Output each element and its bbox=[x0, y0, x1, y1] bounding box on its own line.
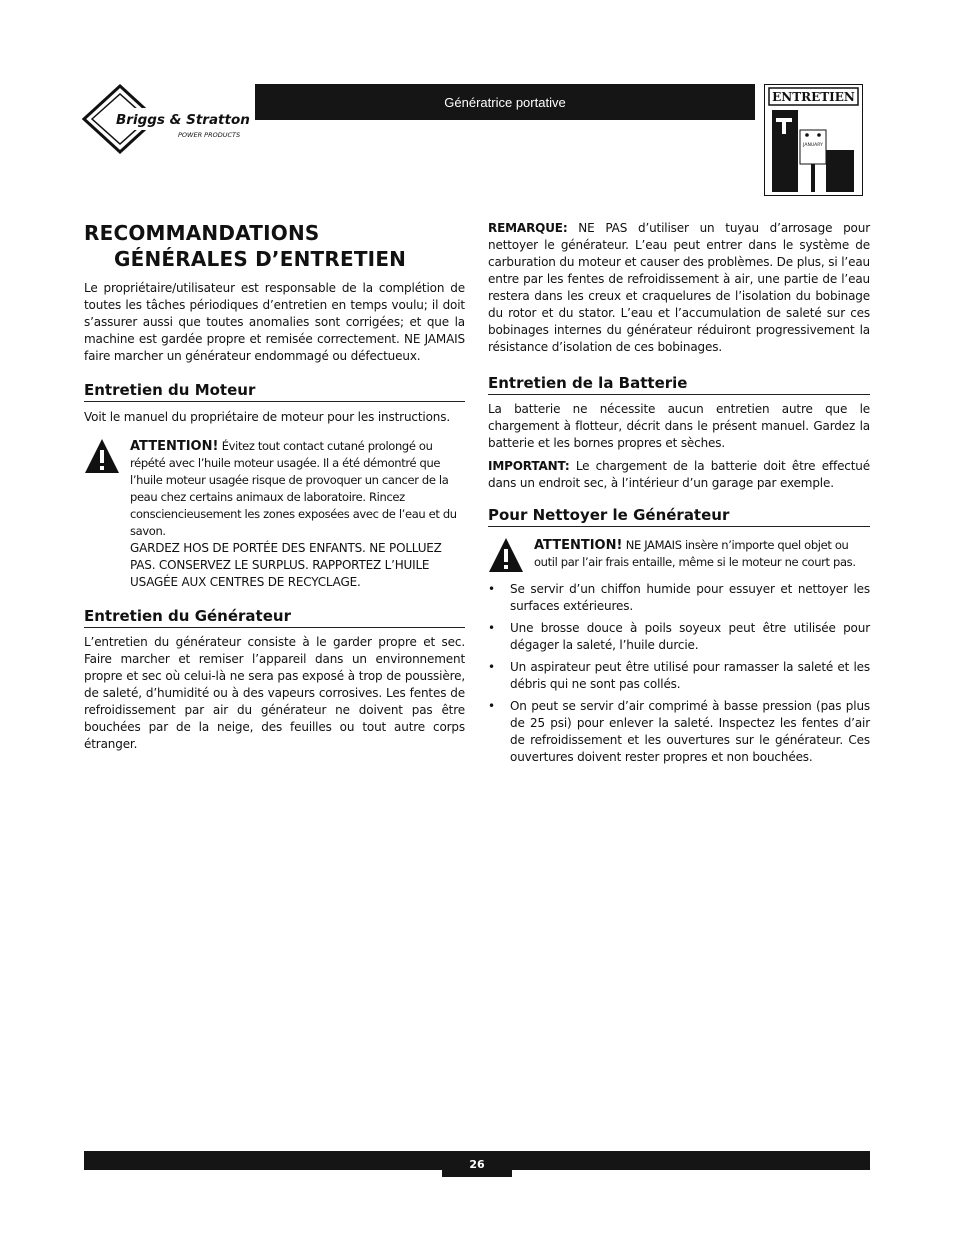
engine-maintenance-text: Voit le manuel du propriétaire de moteur pour les instructions. bbox=[84, 410, 451, 424]
object-warning-text bbox=[534, 537, 870, 573]
page-title-line1: RECOMMANDATIONS bbox=[84, 221, 320, 245]
right-column bbox=[488, 220, 870, 771]
engine-maintenance-heading: Entretien du Moteur bbox=[84, 381, 465, 402]
cleaning-list bbox=[488, 581, 870, 766]
generator-maintenance-heading: Entretien du Générateur bbox=[84, 607, 465, 628]
svg-text:ENTRETIEN: ENTRETIEN bbox=[772, 90, 855, 104]
list-item: • Un aspirateur peut être utilisé pour ramasser la saleté et les débris qui ne sont pas collés. bbox=[488, 660, 870, 691]
generator-maintenance-text: L’entretien du générateur consiste à le garder propre et sec. Faire marcher et remiser l’appareil dans un environnement propre et sec où celui-là ne sera pas exposé à trop de poussière, de saleté, d’humidité ou à des vapeurs corrosives. Les fentes de refroidissement par air du générateur ne doivent pas être bouchées par de la neige, des feuilles ou tout autre corps étranger. bbox=[84, 635, 465, 751]
maintenance-section-icon bbox=[764, 84, 863, 196]
bullet-dot-icon: • bbox=[488, 660, 495, 674]
battery-maintenance-text: La batterie ne nécessite aucun entretien autre que le chargement à flotteur, décrit dans le présent manuel. Gardez la batterie et les bornes propres et sèches. bbox=[488, 402, 870, 450]
oil-warning-body: Évitez tout contact cutané prolongé ou répété avec l’huile moteur usagée. Il a été démontré que l’huile moteur usagée risque de provoquer un cancer de la peau chez certains animaux de laboratoire. Rincez consciencieusement les zones exposées avec de l’eau et du savon. bbox=[130, 439, 457, 538]
intro-paragraph: Le propriétaire/utilisateur est responsable de la complétion de toutes les tâches périodiques d’entretien en temps voulu; il doit s’assurer aussi que toutes anomalies sont corrigées; et que la machine est gardée propre et remisée correctement. NE JAMAIS faire marcher un générateur endommagé ou défectueux. bbox=[84, 281, 465, 363]
warning-triangle-icon bbox=[488, 537, 524, 573]
svg-text:POWER PRODUCTS: POWER PRODUCTS bbox=[178, 131, 241, 139]
oil-warning-text bbox=[130, 438, 465, 591]
brand-logo bbox=[82, 84, 254, 154]
bullet-dot-icon: • bbox=[488, 699, 495, 713]
bullet-dot-icon: • bbox=[488, 621, 495, 635]
left-column bbox=[84, 220, 465, 753]
page-title-line2: GÉNÉRALES D’ENTRETIEN bbox=[114, 247, 407, 271]
svg-text:Briggs & Stratton: Briggs & Stratton bbox=[116, 112, 250, 128]
important-text: Le chargement de la batterie doit être effectué dans un endroit sec, à l’intérieur d’un garage par exemple. bbox=[488, 459, 870, 490]
object-warning-body: NE JAMAIS insère n’importe quel objet ou outil par l’air frais entaille, même si le moteur ne court pas. bbox=[534, 538, 856, 569]
list-item: • Une brosse douce à poils soyeux peut être utilisée pour dégager la saleté, l’huile durcie. bbox=[488, 621, 870, 652]
important-label: IMPORTANT: bbox=[488, 459, 570, 473]
object-warning bbox=[488, 537, 870, 573]
warning-triangle-icon bbox=[84, 438, 120, 474]
important-paragraph bbox=[488, 458, 870, 492]
object-warning-label: ATTENTION! bbox=[534, 538, 623, 553]
page-number: 26 bbox=[469, 1157, 485, 1171]
page-title bbox=[84, 220, 465, 272]
remark-paragraph bbox=[488, 220, 870, 356]
battery-maintenance-heading: Entretien de la Batterie bbox=[488, 374, 870, 395]
svg-text:JANUARY: JANUARY bbox=[803, 143, 823, 148]
oil-warning-caps: GARDEZ HOS DE PORTÉE DES ENFANTS. NE POLLUEZ PAS. CONSERVEZ LE SURPLUS. RAPPORTEZ L’HUILE USAGÉE AUX CENTRES DE RECYCLAGE. bbox=[130, 541, 442, 589]
oil-warning-label: ATTENTION! bbox=[130, 439, 219, 454]
list-item: • Se servir d’un chiffon humide pour essuyer et nettoyer les surfaces extérieures. bbox=[488, 582, 870, 613]
page-number-tab bbox=[442, 1151, 512, 1177]
remark-label: REMARQUE: bbox=[488, 221, 568, 235]
bullet-dot-icon: • bbox=[488, 582, 495, 596]
cleaning-heading: Pour Nettoyer le Générateur bbox=[488, 506, 870, 527]
remark-text: NE PAS d’utiliser un tuyau d’arrosage pour nettoyer le générateur. L’eau peut entrer dans le système de carburation du moteur et causer des problèmes. De plus, si l’eau entre par les fentes de refroidissement à air, une partie de l’eau restera dans les creux et craquelures de l’isolation du bobinage du rotor et du stator. L’eau et l’accumulation de saleté sur ces bobinages internes du générateur réduiront progressivement la résistance d’isolation de ces bobinages. bbox=[488, 221, 870, 354]
list-item: • On peut se servir d’air comprimé à basse pression (pas plus de 25 psi) pour enlever la saleté. Inspectez les fentes d’air de refroidissement et les ouvertures sur le générateur. Ces ouvertures doivent rester propres et non bouchées. bbox=[488, 699, 870, 764]
header-title: Génératrice portative bbox=[444, 94, 566, 110]
header-title-bar bbox=[255, 84, 755, 120]
oil-warning bbox=[84, 438, 465, 591]
